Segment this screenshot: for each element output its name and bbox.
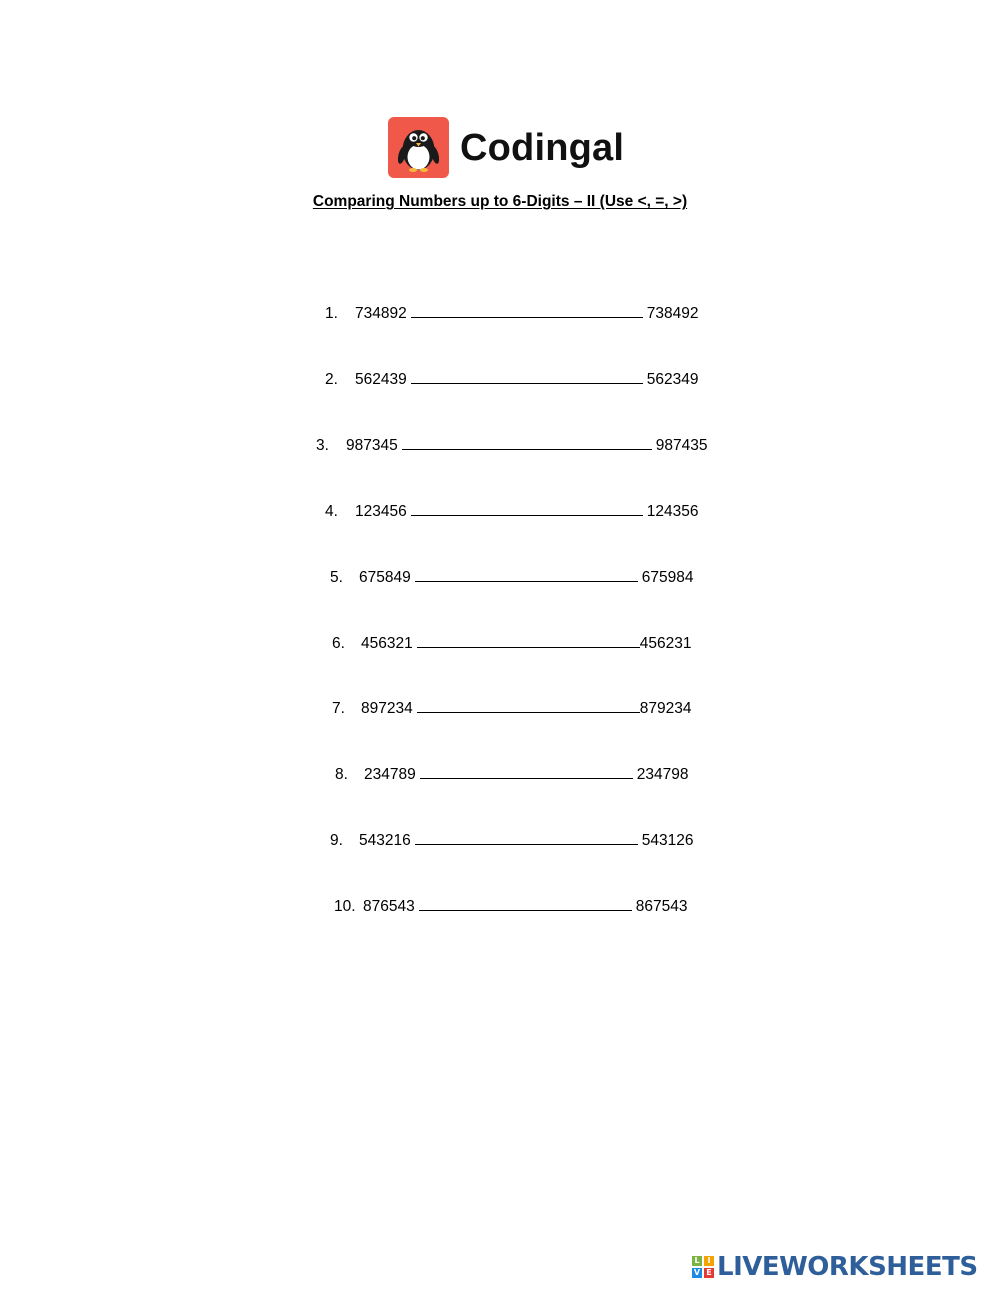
left-number: 456321 bbox=[361, 635, 413, 652]
left-number: 543216 bbox=[359, 832, 411, 849]
worksheet-title: Comparing Numbers up to 6-Digits – II (Use <, =, >) bbox=[312, 193, 688, 210]
question-number: 9. bbox=[330, 832, 343, 849]
right-number: 879234 bbox=[639, 700, 692, 717]
question-row bbox=[335, 764, 688, 785]
question-number: 10. bbox=[334, 898, 356, 915]
right-number: 738492 bbox=[646, 305, 699, 322]
liveworksheets-logo[interactable] bbox=[692, 1254, 978, 1280]
left-number: 562439 bbox=[355, 371, 407, 388]
right-number: 987435 bbox=[655, 437, 708, 454]
left-number: 987345 bbox=[346, 437, 398, 454]
right-number: 543126 bbox=[641, 832, 694, 849]
tile-l: L bbox=[692, 1256, 702, 1266]
answer-blank[interactable] bbox=[419, 896, 632, 911]
right-number: 562349 bbox=[646, 371, 699, 388]
left-number: 897234 bbox=[361, 700, 413, 717]
left-number: 123456 bbox=[355, 503, 407, 520]
answer-blank[interactable] bbox=[411, 501, 643, 516]
question-row bbox=[325, 303, 698, 324]
left-number: 876543 bbox=[363, 898, 415, 915]
answer-blank[interactable] bbox=[417, 698, 640, 713]
question-number: 3. bbox=[316, 437, 329, 454]
right-number: 675984 bbox=[641, 569, 694, 586]
right-number: 867543 bbox=[635, 898, 688, 915]
question-row bbox=[330, 830, 693, 851]
liveworksheets-wordmark: LIVEWORKSHEETS bbox=[717, 1252, 978, 1282]
question-row bbox=[316, 435, 707, 456]
right-number: 234798 bbox=[636, 766, 689, 783]
question-number: 7. bbox=[332, 700, 345, 717]
penguin-logo-icon bbox=[388, 117, 449, 178]
question-row bbox=[332, 698, 691, 719]
codingal-logo bbox=[388, 116, 624, 178]
question-row bbox=[325, 369, 698, 390]
answer-blank[interactable] bbox=[411, 369, 643, 384]
tile-v: V bbox=[693, 1268, 701, 1277]
question-number: 5. bbox=[330, 569, 343, 586]
answer-blank[interactable] bbox=[411, 303, 643, 318]
question-number: 1. bbox=[325, 305, 338, 322]
left-number: 734892 bbox=[355, 305, 407, 322]
question-number: 8. bbox=[335, 766, 348, 783]
answer-blank[interactable] bbox=[417, 633, 640, 648]
tile-i: I bbox=[704, 1256, 714, 1266]
answer-blank[interactable] bbox=[415, 830, 638, 845]
question-number: 2. bbox=[325, 371, 338, 388]
live-tiles-icon bbox=[692, 1256, 714, 1278]
brand-name: Codingal bbox=[460, 127, 625, 169]
question-number: 4. bbox=[325, 503, 338, 520]
question-row bbox=[325, 501, 698, 522]
answer-blank[interactable] bbox=[415, 567, 638, 582]
answer-blank[interactable] bbox=[402, 435, 652, 450]
left-number: 234789 bbox=[364, 766, 416, 783]
tile-e: E bbox=[704, 1268, 714, 1278]
question-row bbox=[330, 567, 693, 588]
left-number: 675849 bbox=[359, 569, 411, 586]
question-row bbox=[334, 896, 687, 917]
answer-blank[interactable] bbox=[420, 764, 633, 779]
question-row bbox=[332, 633, 691, 654]
right-number: 456231 bbox=[639, 635, 692, 652]
question-number: 6. bbox=[332, 635, 345, 652]
right-number: 124356 bbox=[646, 503, 699, 520]
